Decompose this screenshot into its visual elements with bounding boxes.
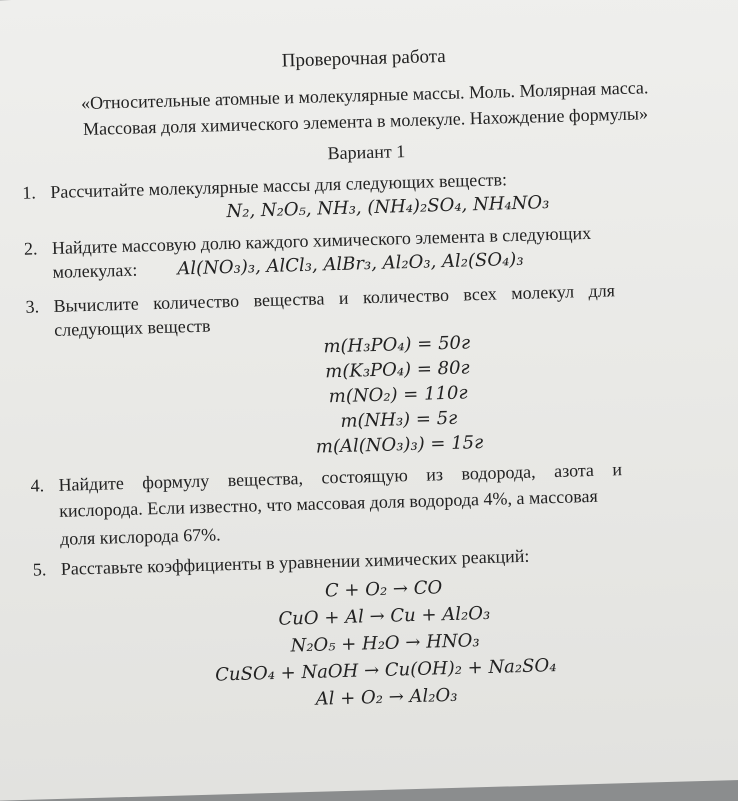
document-subtitle bbox=[20, 73, 711, 144]
formula-line: m(K₃PO₄) = 80г bbox=[324, 357, 470, 383]
task-text: Найдите формулу вещества, состоящую из водорода, азота и bbox=[58, 459, 623, 495]
task-number: 4. bbox=[30, 475, 45, 496]
subtitle-line-2: Массовая доля химического элемента в молекуле. Нахождение формулы» bbox=[82, 103, 649, 140]
document-content bbox=[19, 39, 727, 721]
task-text: Расставьте коэффициенты в уравнении химических реакций: bbox=[60, 545, 530, 579]
equation-line: CuSO₄ + NaOH → Cu(OH)₂ + Na₂SO₄ bbox=[214, 655, 557, 686]
document-title: Проверочная работа bbox=[281, 45, 447, 72]
task-number: 1. bbox=[22, 182, 37, 203]
task-3-formulas bbox=[77, 323, 720, 466]
task-4-line-3: доля кислорода 67%. bbox=[59, 524, 221, 549]
task-text: Найдите массовую долю каждого химического элемента в следующих bbox=[51, 222, 592, 258]
task-number: 3. bbox=[25, 296, 40, 317]
task-text: Вычислите количество вещества и количество всех молекул для bbox=[53, 280, 616, 316]
formula-line: m(H₃PO₄) = 50г bbox=[323, 332, 471, 358]
equation-line: Al + O₂ → Al₂O₃ bbox=[315, 684, 458, 710]
equation-line: CuO + Al → Cu + Al₂O₃ bbox=[278, 602, 491, 630]
task-text-continued: молекулах: bbox=[52, 259, 138, 282]
variant-label: Вариант 1 bbox=[327, 141, 406, 164]
formula-line: m(Al(NO₃)₃) = 15г bbox=[315, 432, 484, 458]
equation-line: N₂O₅ + H₂O → HNO₃ bbox=[290, 630, 480, 657]
formula-line: m(NO₂) = 110г bbox=[328, 382, 468, 408]
task-1-formula: N₂, N₂O₅, NH₃, (NH₄)₂SO₄, NH₄NO₃ bbox=[226, 192, 550, 223]
subtitle-line-1: «Относительные атомные и молекулярные массы. Моль. Молярная масса. bbox=[80, 77, 649, 114]
task-5-formulas bbox=[43, 566, 727, 720]
equation-line: C + O₂ → CO bbox=[324, 577, 443, 602]
task-3-continued: следующих веществ bbox=[53, 315, 211, 340]
formula-line: m(NH₃) = 5г bbox=[340, 407, 458, 432]
task-text: Рассчитайте молекулярные массы для следующих веществ: bbox=[50, 169, 508, 202]
task-4-line-2: кислорода. Если известно, что массовая доля водорода 4%, а массовая bbox=[58, 485, 598, 521]
task-2-formula: Al(NO₃)₃, AlCl₃, AlBr₃, Al₂O₃, Al₂(SO₄)₃ bbox=[177, 248, 524, 280]
task-number: 5. bbox=[32, 559, 47, 580]
task-number: 2. bbox=[23, 238, 38, 259]
